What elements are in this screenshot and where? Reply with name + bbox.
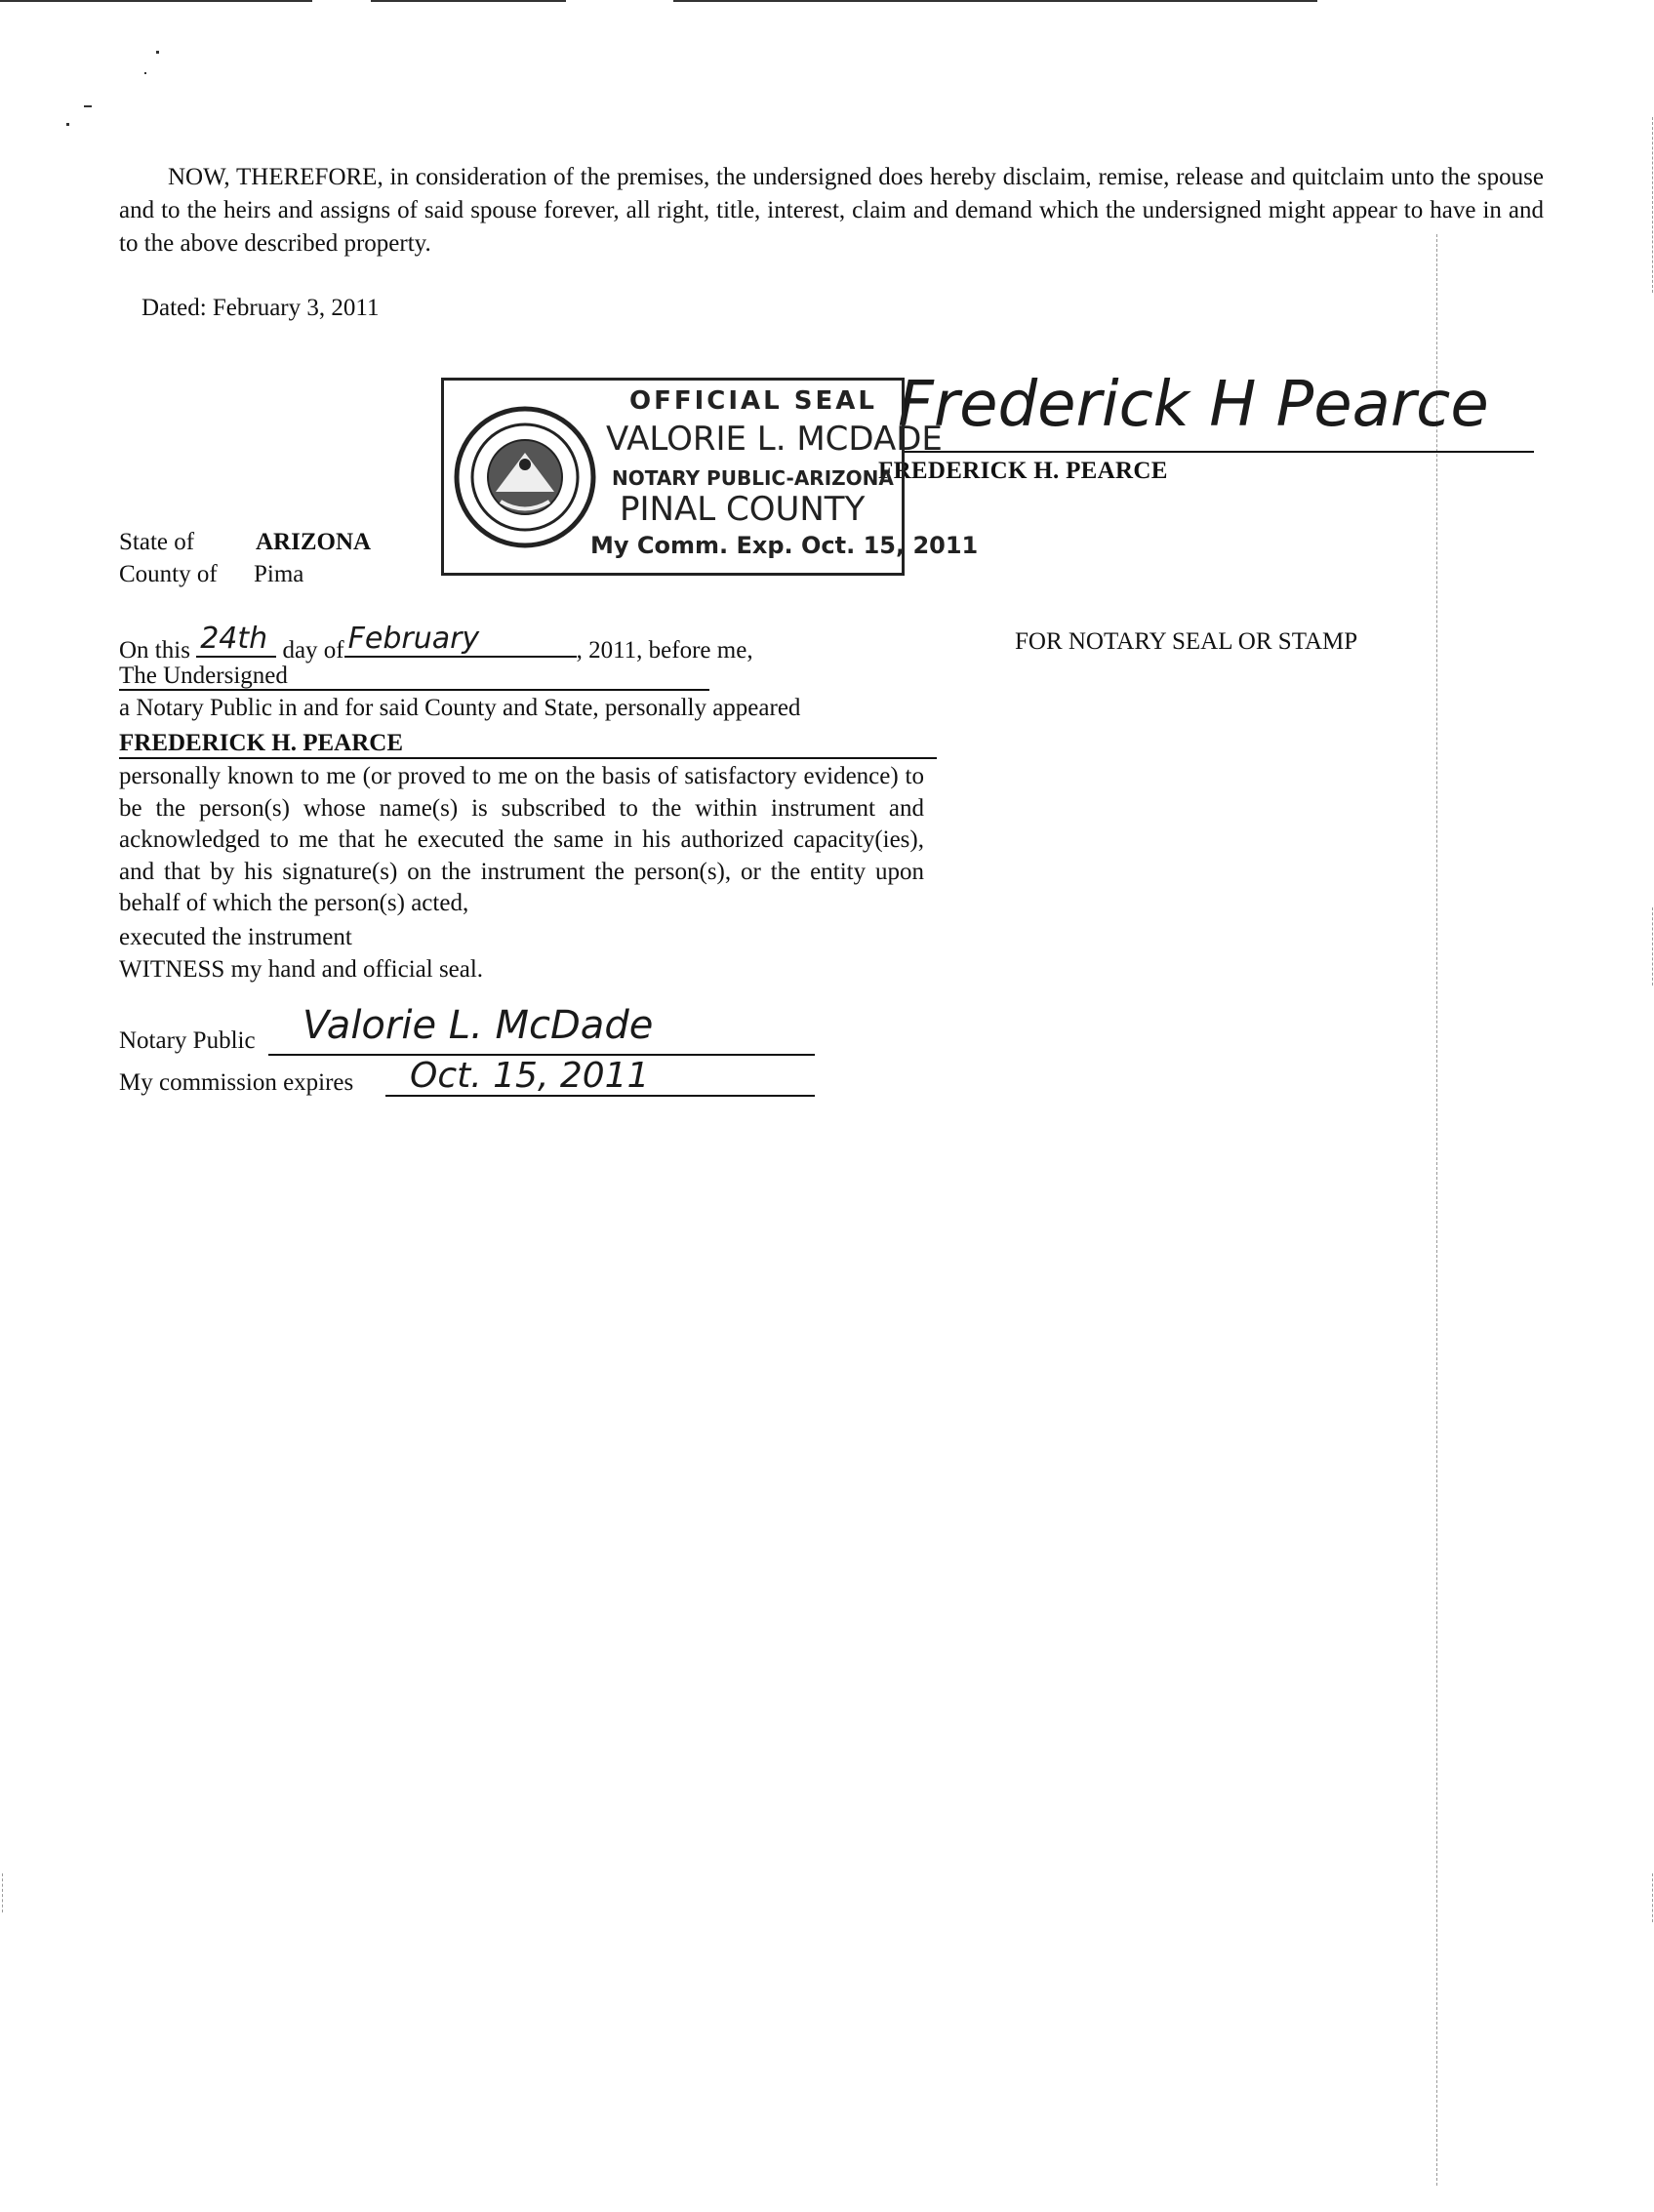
official-seal-stamp [441,378,979,576]
scan-speck [156,51,159,54]
seal-notary-name: VALORIE L. MCDADE [606,420,943,459]
commission-label: My commission expires [119,1069,354,1096]
seal-role: NOTARY PUBLIC-ARIZONA [612,466,894,490]
scan-edge-mark [673,0,1317,2]
year-text: , 2011, before me, [576,637,753,664]
day-blank [196,622,276,658]
seal-county: PINAL COUNTY [620,490,866,529]
commission-line [385,1095,815,1097]
scan-edge-mark [0,0,312,2]
appeared-name: FREDERICK H. PEARCE [119,730,937,759]
state-value: ARIZONA [256,529,372,555]
month-handwritten: February [347,622,480,656]
signature-line [903,451,1534,453]
state-label: State of [119,529,195,555]
scan-dashed-line [2,1873,4,1912]
state-row [119,529,371,556]
scan-speck [84,105,92,107]
county-label: County of [119,561,218,587]
notary-signature: Valorie L. McDade [303,1003,654,1048]
seal-title: OFFICIAL SEAL [629,386,877,416]
day-handwritten: 24th [200,622,268,656]
seal-expiry: My Comm. Exp. Oct. 15, 2011 [590,532,979,559]
officer-name: The Undersigned [119,664,709,691]
state-seal-icon [452,394,598,560]
acknowledgment-body: personally known to me (or proved to me on the basis of satisfactory evidence) to be the person(s) whose name(s) is subscribed to the within instrument and acknowledged to me that he executed the same in his authorized capacity(ies), and that by his signature(s) on the instrument the person(s), or the entity upon behalf of which the person(s) acted, [119,763,924,916]
on-this-text: On this [119,637,190,664]
notary-public-label: Notary Public [119,1027,256,1054]
acknowledgment-date-line [119,622,753,664]
scan-speck [144,72,146,74]
signer-signature: Frederick H Pearce [898,369,1489,441]
notary-statement: a Notary Public in and for said County and State, personally appeared [119,695,801,721]
scan-edge-mark [371,0,566,2]
county-value: Pima [254,561,304,587]
county-row [119,561,303,588]
notary-stamp-area-label: FOR NOTARY SEAL OR STAMP [1015,628,1358,655]
scan-speck [66,123,69,126]
signer-name: FREDERICK H. PEARCE [878,458,1168,484]
executed-line: executed the instrument [119,924,352,950]
month-blank [344,622,577,658]
scan-dashed-line [1436,234,1438,2186]
dated-line: Dated: February 3, 2011 [141,295,380,321]
commission-handwritten: Oct. 15, 2011 [410,1056,650,1096]
operative-paragraph: NOW, THEREFORE, in consideration of the premises, the undersigned does hereby disclaim, remise, release and quitclaim unto the spouse and to the heirs and assigns of said spouse forever, all right, title, interest, claim and demand which the undersigned might appear to have in and to the above described property. [119,164,1544,257]
witness-line: WITNESS my hand and official seal. [119,956,484,983]
day-of-text: day of [282,637,344,664]
